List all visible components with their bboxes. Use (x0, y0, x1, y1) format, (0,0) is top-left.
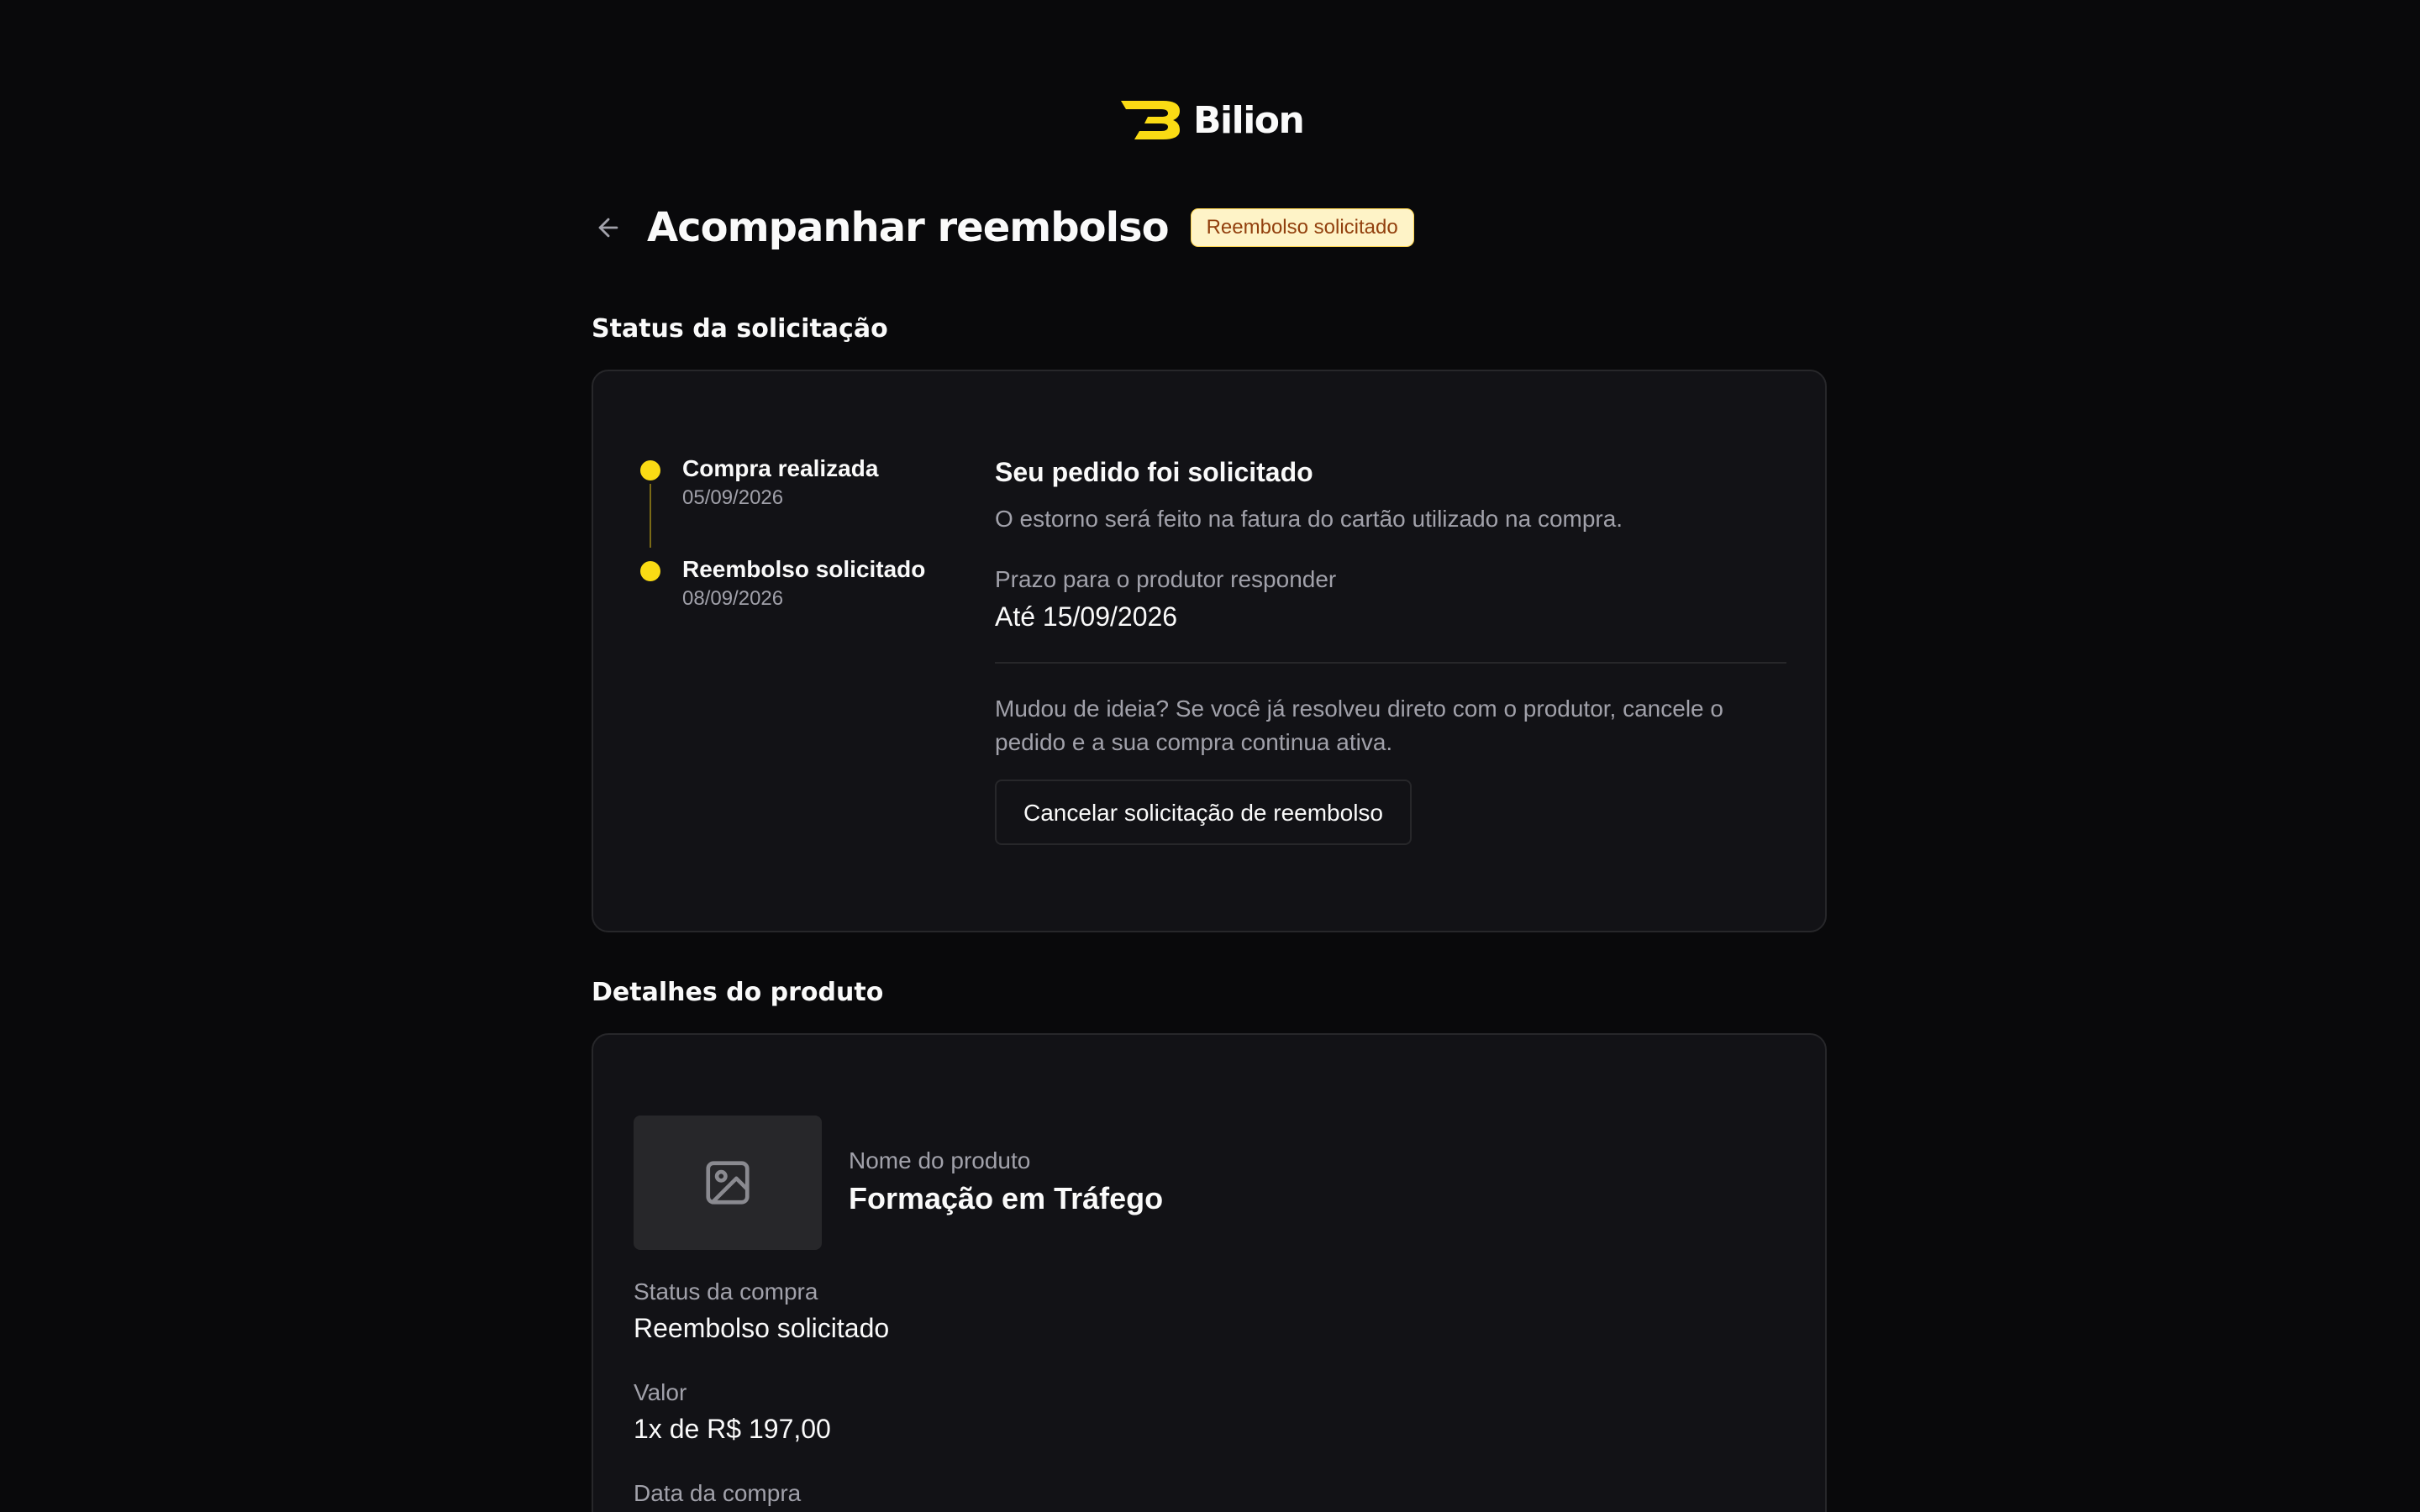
purchase-status-value: Reembolso solicitado (634, 1313, 890, 1343)
status-detail-description: O estorno será feito na fatura do cartão utilizado na compra. (995, 506, 1623, 532)
purchase-date-label: Data da compra (634, 1480, 802, 1506)
timeline-item (640, 454, 960, 554)
status-badge: Reembolso solicitado (1191, 208, 1414, 247)
cancel-refund-button[interactable]: Cancelar solicitação de reembolso (995, 780, 1412, 845)
purchase-status-field (634, 1277, 889, 1346)
status-section-title: Status da solicitação (592, 314, 888, 344)
timeline-date: 05/09/2026 (682, 486, 784, 509)
bilion-logo-icon (1119, 99, 1181, 141)
product-card (592, 1033, 1827, 1512)
purchase-status-label: Status da compra (634, 1278, 818, 1305)
product-name-label: Nome do produto (849, 1147, 1031, 1173)
purchase-date-field (634, 1478, 801, 1509)
product-info (849, 1146, 1163, 1218)
back-button[interactable] (592, 211, 625, 244)
timeline-label: Compra realizada (682, 455, 879, 481)
status-timeline (640, 454, 960, 655)
deadline-value: Até 15/09/2026 (995, 601, 1178, 632)
status-card (592, 370, 1827, 932)
timeline-date: 08/09/2026 (682, 587, 784, 610)
arrow-left-icon (594, 213, 623, 242)
timeline-label: Reembolso solicitado (682, 556, 926, 582)
price-value: 1x de R$ 197,00 (634, 1414, 831, 1444)
price-field (634, 1378, 831, 1446)
brand-name: Bilion (1193, 98, 1304, 142)
page-header (592, 198, 1414, 257)
product-name: Formação em Tráfego (849, 1181, 1164, 1215)
product-section-title: Detalhes do produto (592, 978, 884, 1007)
image-placeholder-icon (702, 1157, 754, 1209)
change-mind-text: Mudou de ideia? Se você já resolveu direto com o produtor, cancele o pedido e a sua compra continua ativa. (995, 696, 1723, 755)
timeline-dot (640, 561, 660, 581)
brand-logo (1119, 96, 1303, 144)
page-title: Acompanhar reembolso (647, 204, 1169, 251)
status-detail (995, 455, 1786, 845)
product-thumbnail (634, 1116, 822, 1250)
divider (995, 662, 1786, 664)
status-detail-title: Seu pedido foi solicitado (995, 457, 1313, 487)
timeline-dot (640, 460, 660, 480)
deadline-label: Prazo para o produtor responder (995, 566, 1337, 592)
price-label: Valor (634, 1379, 687, 1405)
timeline-connector (650, 484, 651, 548)
timeline-item (640, 554, 960, 655)
